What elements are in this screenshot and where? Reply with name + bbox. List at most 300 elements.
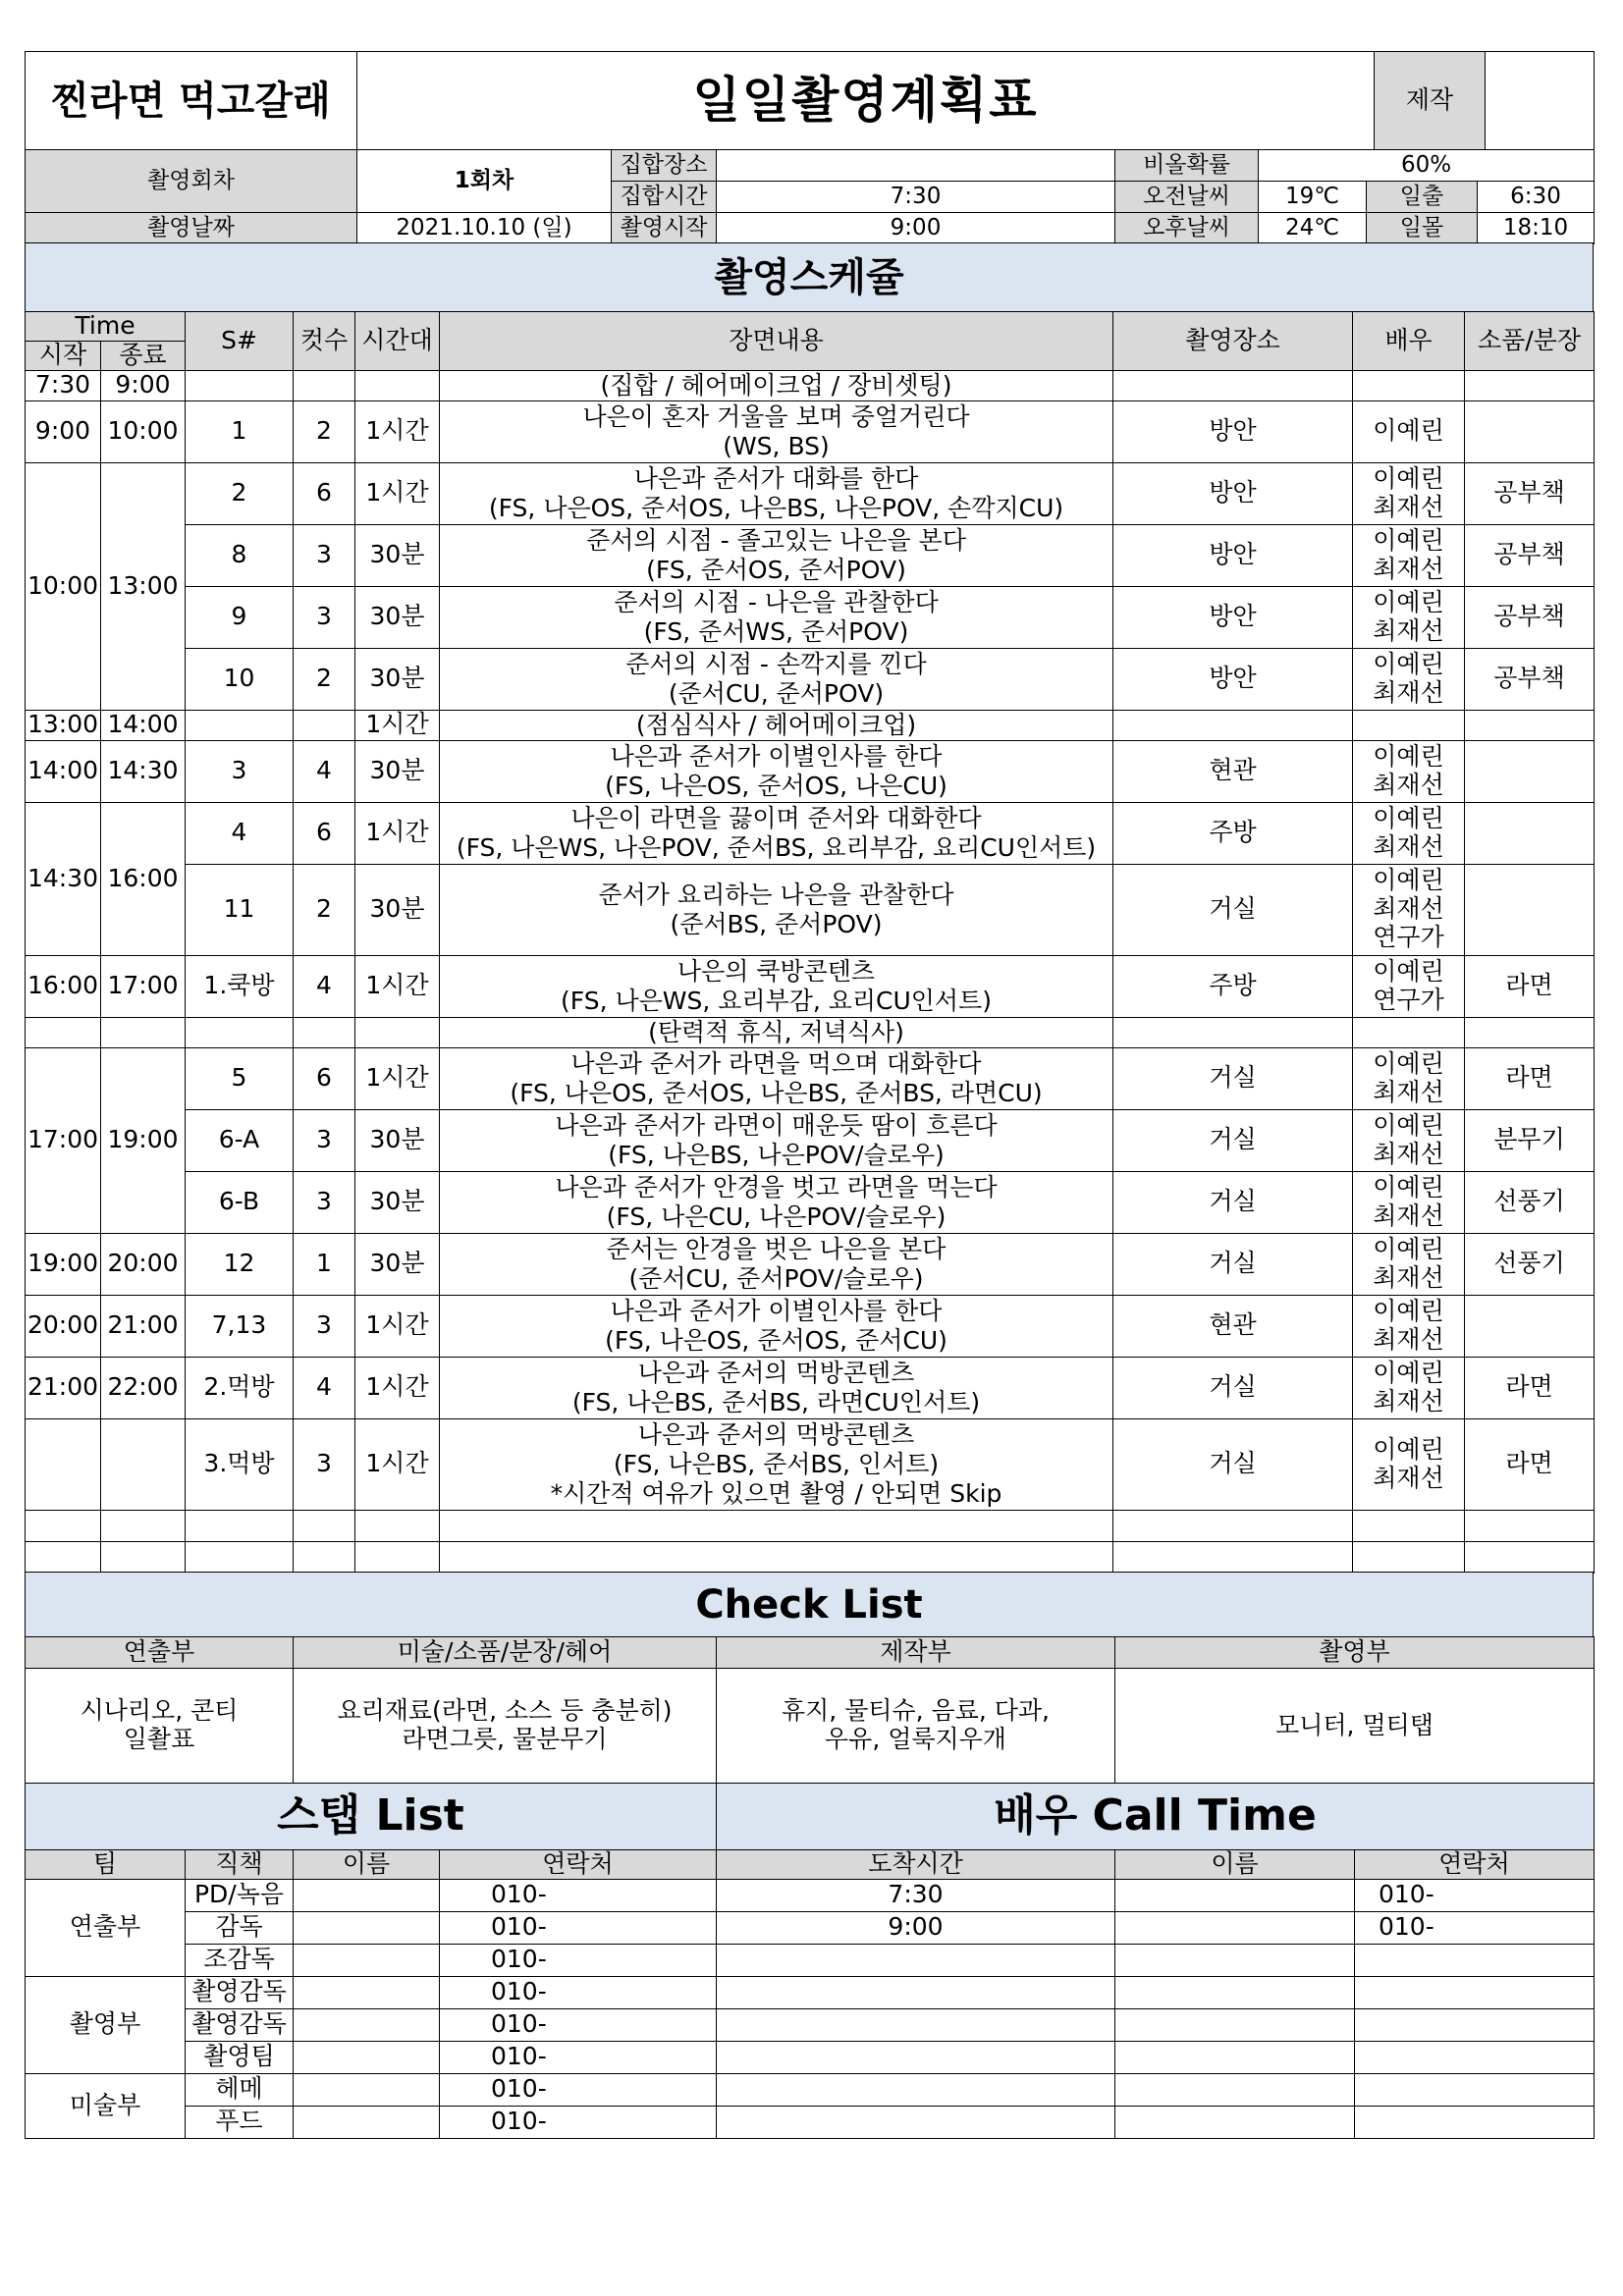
props-cell [1465,864,1595,955]
start-time-cell: 13:00 [26,710,101,740]
schedule-row [26,1047,1595,1109]
scene-content-line: (FS, 나은OS, 준서OS, 나은BS, 나은POV, 손깍지CU) [488,493,1064,522]
location-cell [1113,710,1353,740]
shooting-plan-sheet [25,51,1594,2139]
start-time-cell: 21:00 [26,1357,101,1418]
staff-role-cell: 조감독 [186,1944,294,1976]
scene-content-line: 나은과 준서가 라면을 먹으며 대화한다 [570,1048,982,1078]
scene-number-cell: 10 [186,648,294,710]
sunset-label: 일몰 [1367,212,1478,243]
staff-contact-cell: 010- [440,1879,717,1911]
scene-number-cell [186,370,294,400]
cuts-header: 컷수 [294,311,355,370]
empty-cell [355,1541,440,1573]
staff-role-cell: 촬영팀 [186,2041,294,2073]
actor-cell [1353,710,1465,740]
actor-cell [1353,524,1465,586]
scene-content-line: 준서의 시점 - 손깍지를 낀다 [625,649,927,678]
staff-contact-cell: 010- [440,2073,717,2106]
scene-content-line: (FS, 나은CU, 나은POV/슬로우) [606,1201,947,1231]
actor-cell [1353,1047,1465,1109]
pm-temp: 24℃ [1259,212,1367,243]
duration-header: 시간대 [355,311,440,370]
scene-content-cell [440,586,1113,648]
schedule-row [26,955,1595,1017]
scene-content-cell [440,802,1113,864]
end-time-cell: 10:00 [101,400,186,462]
actor-name: 최재선 [1373,1139,1444,1168]
actor-cell [1353,462,1465,524]
empty-cell [1465,1510,1595,1541]
call-arrival-cell [717,1976,1115,2008]
schedule-title: 촬영스케쥴 [26,243,1594,312]
cut-count-cell [294,710,355,740]
rain-label: 비올확률 [1115,149,1259,181]
props-cell: 분무기 [1465,1109,1595,1171]
actor-cell [1353,1171,1465,1233]
duration-cell: 30분 [355,1233,440,1295]
start-time-cell: 20:00 [26,1295,101,1357]
call-name-cell [1115,2073,1355,2106]
scene-content-cell [440,524,1113,586]
scene-content-line: (FS, 나은OS, 준서OS, 나은BS, 준서BS, 라면CU) [510,1078,1043,1107]
staff-role-cell: PD/녹음 [186,1879,294,1911]
empty-cell [294,1541,355,1573]
actor-name: 최재선 [1373,1201,1444,1230]
actor-name: 이예린 [1373,1234,1444,1263]
show-title: 찐라면 먹고갈래 [26,52,357,150]
scene-content-line: (준서BS, 준서POV) [670,909,883,938]
scene-content-line: 나은과 준서의 먹방콘텐츠 [637,1419,915,1449]
staff-name-header: 이름 [294,1849,440,1879]
empty-cell [101,1541,186,1573]
schedule-row [26,648,1595,710]
call-name-cell [1115,2106,1355,2138]
call-arrival-cell [717,1944,1115,1976]
staff-row [26,2041,1595,2073]
staff-name-cell [294,1911,440,1944]
staff-role-cell: 촬영감독 [186,2008,294,2041]
staff-team-cell: 촬영부 [26,1976,186,2073]
call-contact-cell [1355,2073,1595,2106]
schedule-row-empty [26,1541,1595,1573]
scene-content-line: 나은과 준서가 이별인사를 한다 [610,741,943,771]
date-value: 2021.10.10 (일) [357,212,612,243]
staff-row [26,1944,1595,1976]
props-cell: 라면 [1465,955,1595,1017]
schedule-row [26,524,1595,586]
scene-content-line: (FS, 준서OS, 준서POV) [646,555,906,584]
empty-cell [26,1510,101,1541]
actor-name: 이예린 [1373,525,1444,555]
location-cell: 거실 [1113,1418,1353,1510]
actor-name: 이예린 [1373,1358,1444,1387]
empty-cell [1465,1541,1595,1573]
props-cell: 공부책 [1465,524,1595,586]
checklist-items-camera: 모니터, 멀티탭 [1115,1668,1595,1784]
scene-number-cell: 8 [186,524,294,586]
actor-name: 연구가 [1373,922,1444,951]
schedule-row [26,462,1595,524]
location-cell: 거실 [1113,1109,1353,1171]
duration-cell: 1시간 [355,462,440,524]
staff-row [26,2073,1595,2106]
am-temp: 19℃ [1259,181,1367,212]
actor-name: 이예린 [1373,1296,1444,1325]
empty-cell [101,1510,186,1541]
end-time-cell: 14:30 [101,740,186,802]
cut-count-cell [294,1017,355,1047]
doc-title: 일일촬영계획표 [357,52,1375,150]
schedule-row [26,710,1595,740]
schedule-row [26,400,1595,462]
actor-name: 이예린 [1373,741,1444,771]
actor-name: 최재선 [1373,1262,1444,1292]
call-name-cell [1115,1911,1355,1944]
end-time-cell: 16:00 [101,802,186,955]
actor-name: 이예린 [1373,416,1444,446]
location-cell: 거실 [1113,1233,1353,1295]
schedule-band [25,242,1594,312]
actor-name: 이예린 [1373,649,1444,678]
duration-cell [355,370,440,400]
checklist-items-production: 휴지, 물티슈, 음료, 다과, 우유, 얼룩지우개 [717,1668,1115,1784]
duration-cell: 30분 [355,524,440,586]
staff-name-cell [294,1944,440,1976]
staff-role-header: 직책 [186,1849,294,1879]
production-label: 제작 [1375,52,1486,150]
actor-name: 최재선 [1373,677,1444,707]
staff-name-cell [294,2106,440,2138]
staff-title: 스탭 List [26,1784,717,1850]
time-header: Time [26,311,186,341]
props-cell [1465,740,1595,802]
staff-role-cell: 푸드 [186,2106,294,2138]
actor-name: 최재선 [1373,894,1444,924]
checklist-head-directing: 연출부 [26,1636,294,1668]
empty-cell [1353,1541,1465,1573]
props-cell: 라면 [1465,1047,1595,1109]
location-cell: 방안 [1113,400,1353,462]
empty-cell [355,1510,440,1541]
scene-number-cell: 2.먹방 [186,1357,294,1418]
schedule-table [25,311,1595,1574]
props-cell: 선풍기 [1465,1233,1595,1295]
empty-cell [1113,1510,1353,1541]
cut-count-cell: 3 [294,1295,355,1357]
checklist-band [25,1572,1594,1637]
call-contact-cell [1355,2106,1595,2138]
scene-content-line: (FS, 나은OS, 준서OS, 나은CU) [605,771,947,800]
duration-cell: 1시간 [355,1357,440,1418]
staff-name-cell [294,2041,440,2073]
scene-content-cell [440,400,1113,462]
location-cell: 방안 [1113,462,1353,524]
end-time-cell: 21:00 [101,1295,186,1357]
scene-content-cell [440,1109,1113,1171]
empty-cell [186,1510,294,1541]
end-time-cell: 17:00 [101,955,186,1017]
scene-number-cell: 2 [186,462,294,524]
call-arrival-cell [717,2073,1115,2106]
staff-contact-cell: 010- [440,1976,717,2008]
schedule-row [26,802,1595,864]
start-time-cell: 17:00 [26,1047,101,1233]
shoot-start-value: 9:00 [717,212,1115,243]
scene-number-cell: 4 [186,802,294,864]
staff-team-cell: 연출부 [26,1879,186,1976]
end-time-cell: 9:00 [101,370,186,400]
scene-number-cell: 1 [186,400,294,462]
location-cell: 방안 [1113,586,1353,648]
scene-content-cell [440,864,1113,955]
scene-content-cell [440,955,1113,1017]
props-cell [1465,710,1595,740]
scene-content-cell [440,1017,1113,1047]
round-label: 촬영회차 [26,149,357,212]
actor-name: 최재선 [1373,831,1444,861]
actor-name: 이예린 [1373,1048,1444,1078]
start-time-cell: 9:00 [26,400,101,462]
sunset-value: 18:10 [1478,212,1595,243]
actor-name: 이예린 [1373,463,1444,493]
meet-place-value [717,149,1115,181]
actor-cell [1353,740,1465,802]
end-time-cell: 22:00 [101,1357,186,1418]
staff-row [26,1911,1595,1944]
cut-count-cell: 3 [294,524,355,586]
scene-content-line: 나은과 준서가 라면이 매운듯 땀이 흐른다 [555,1110,998,1140]
date-label: 촬영날짜 [26,212,357,243]
call-name-header: 이름 [1115,1849,1355,1879]
props-header: 소품/분장 [1465,311,1595,370]
scene-number-cell: 3.먹방 [186,1418,294,1510]
scene-content-line: (FS, 준서WS, 준서POV) [643,616,909,646]
actor-cell [1353,802,1465,864]
actor-header: 배우 [1353,311,1465,370]
empty-cell [1353,1510,1465,1541]
round-value: 1회차 [357,149,612,212]
meet-place-label: 집합장소 [612,149,717,181]
actor-name: 최재선 [1373,1077,1444,1106]
staff-role-cell: 헤메 [186,2073,294,2106]
scene-content-line: 준서의 시점 - 졸고있는 나은을 본다 [586,525,966,555]
duration-cell: 30분 [355,1109,440,1171]
actor-cell [1353,1109,1465,1171]
staff-row [26,2008,1595,2041]
empty-cell [1113,1541,1353,1573]
duration-cell: 30분 [355,586,440,648]
call-name-cell [1115,1944,1355,1976]
scene-number-cell: 11 [186,864,294,955]
staff-band [25,1783,1595,1850]
empty-cell [440,1541,1113,1573]
checklist-table [25,1636,1595,1785]
schedule-row [26,370,1595,400]
props-cell [1465,1295,1595,1357]
location-cell: 거실 [1113,864,1353,955]
location-cell: 거실 [1113,1357,1353,1418]
scene-content-line: (점심식사 / 헤어메이크업) [635,710,917,739]
props-cell [1465,1017,1595,1047]
duration-cell: 1시간 [355,955,440,1017]
calltime-title: 배우 Call Time [717,1784,1595,1850]
actor-name: 최재선 [1373,1324,1444,1354]
scene-content-line: 준서의 시점 - 나은을 관찰한다 [614,587,939,616]
call-arrival-cell: 9:00 [717,1911,1115,1944]
scene-content-cell [440,710,1113,740]
location-cell: 방안 [1113,524,1353,586]
cut-count-cell: 3 [294,1418,355,1510]
meet-time-label: 집합시간 [612,181,717,212]
content-header: 장면내용 [440,311,1113,370]
end-time-cell [101,1017,186,1047]
call-contact-cell [1355,1944,1595,1976]
scene-content-line: 나은이 혼자 거울을 보며 중얼거린다 [582,401,970,431]
schedule-row [26,1233,1595,1295]
meet-time-value: 7:30 [717,181,1115,212]
start-time-cell: 10:00 [26,462,101,710]
scene-number-cell: 3 [186,740,294,802]
props-cell: 공부책 [1465,648,1595,710]
call-contact-cell [1355,1976,1595,2008]
actor-name: 최재선 [1373,615,1444,645]
cut-count-cell: 1 [294,1233,355,1295]
empty-cell [26,1541,101,1573]
sunrise-value: 6:30 [1478,181,1595,212]
scene-content-line: (FS, 나은BS, 준서BS, 라면CU인서트) [571,1387,981,1416]
end-time-cell [101,1418,186,1510]
cut-count-cell: 3 [294,586,355,648]
props-cell: 라면 [1465,1418,1595,1510]
actor-cell [1353,1357,1465,1418]
scene-content-cell [440,1295,1113,1357]
duration-cell: 30분 [355,740,440,802]
duration-cell: 1시간 [355,802,440,864]
scene-number-cell: 6-B [186,1171,294,1233]
location-cell [1113,370,1353,400]
cut-count-cell: 6 [294,1047,355,1109]
call-name-cell [1115,2008,1355,2041]
checklist-head-art: 미술/소품/분장/헤어 [294,1636,717,1668]
scene-content-line: 나은과 준서가 대화를 한다 [633,463,919,493]
staff-name-cell [294,1976,440,2008]
schedule-row [26,1109,1595,1171]
scene-number-cell: 12 [186,1233,294,1295]
location-cell: 거실 [1113,1171,1353,1233]
schedule-row [26,1171,1595,1233]
cut-count-cell: 6 [294,802,355,864]
duration-cell: 1시간 [355,400,440,462]
props-cell [1465,370,1595,400]
scene-content-line: (WS, BS) [723,431,830,460]
empty-cell [294,1510,355,1541]
scene-content-line: (FS, 나은OS, 준서OS, 준서CU) [605,1325,947,1355]
actor-name: 이예린 [1373,1172,1444,1201]
scene-content-line: 나은이 라면을 끓이며 준서와 대화한다 [570,803,982,832]
actor-cell [1353,1017,1465,1047]
scene-content-cell [440,462,1113,524]
staff-contact-cell: 010- [440,1911,717,1944]
staff-table [25,1849,1595,2139]
actor-name: 최재선 [1373,770,1444,799]
cut-count-cell: 2 [294,400,355,462]
shoot-start-label: 촬영시작 [612,212,717,243]
props-cell [1465,802,1595,864]
cut-count-cell: 2 [294,864,355,955]
production-value [1486,52,1595,150]
props-cell: 라면 [1465,1357,1595,1418]
start-time-cell: 16:00 [26,955,101,1017]
actor-name: 이예린 [1373,866,1444,895]
schedule-row [26,864,1595,955]
location-cell: 현관 [1113,1295,1353,1357]
actor-cell [1353,1418,1465,1510]
scene-content-cell [440,370,1113,400]
scene-content-line: 나은과 준서의 먹방콘텐츠 [637,1358,915,1387]
schedule-row [26,586,1595,648]
empty-cell [440,1510,1113,1541]
scene-number-cell [186,710,294,740]
scene-content-line: 준서는 안경을 벗은 나은을 본다 [606,1234,947,1263]
actor-name: 최재선 [1373,492,1444,521]
checklist-items-directing: 시나리오, 콘티 일촬표 [26,1668,294,1784]
staff-name-cell [294,2073,440,2106]
checklist-title: Check List [26,1573,1594,1637]
cut-count-cell: 4 [294,740,355,802]
scene-number-cell: 9 [186,586,294,648]
call-arrival-cell [717,2041,1115,2073]
staff-contact-cell: 010- [440,2106,717,2138]
scene-content-line: 준서가 요리하는 나은을 관찰한다 [598,880,954,909]
scene-content-line: *시간적 여유가 있으면 촬영 / 안되면 Skip [550,1478,1002,1508]
call-name-cell [1115,2041,1355,2073]
scene-number-cell: 7,13 [186,1295,294,1357]
staff-name-cell [294,2008,440,2041]
start-time-cell: 14:00 [26,740,101,802]
duration-cell [355,1017,440,1047]
cut-count-cell: 6 [294,462,355,524]
scene-content-line: 나은과 준서가 안경을 벗고 라면을 먹는다 [555,1172,998,1201]
props-cell: 공부책 [1465,586,1595,648]
staff-name-cell [294,1879,440,1911]
scene-number-cell [186,1017,294,1047]
pm-weather-label: 오후날씨 [1115,212,1259,243]
scene-content-cell [440,1233,1113,1295]
actor-name: 최재선 [1373,1386,1444,1415]
actor-cell [1353,648,1465,710]
duration-cell: 1시간 [355,1418,440,1510]
end-time-cell: 20:00 [101,1233,186,1295]
scene-content-cell [440,1171,1113,1233]
end-header: 종료 [101,341,186,370]
actor-name: 이예린 [1373,1434,1444,1464]
scene-content-line: (준서CU, 준서POV) [668,678,885,708]
checklist-items-art: 요리재료(라면, 소스 등 충분히) 라면그릇, 물분무기 [294,1668,717,1784]
location-cell: 주방 [1113,802,1353,864]
scene-content-cell [440,648,1113,710]
call-name-cell [1115,1976,1355,2008]
cut-count-cell: 4 [294,955,355,1017]
call-arrival-cell [717,2106,1115,2138]
staff-role-cell: 감독 [186,1911,294,1944]
call-arrival-cell: 7:30 [717,1879,1115,1911]
end-time-cell: 14:00 [101,710,186,740]
call-contact-cell: 010- [1355,1911,1595,1944]
scene-content-line: (FS, 나은BS, 나은POV/슬로우) [608,1140,945,1169]
start-time-cell: 19:00 [26,1233,101,1295]
actor-cell [1353,1295,1465,1357]
